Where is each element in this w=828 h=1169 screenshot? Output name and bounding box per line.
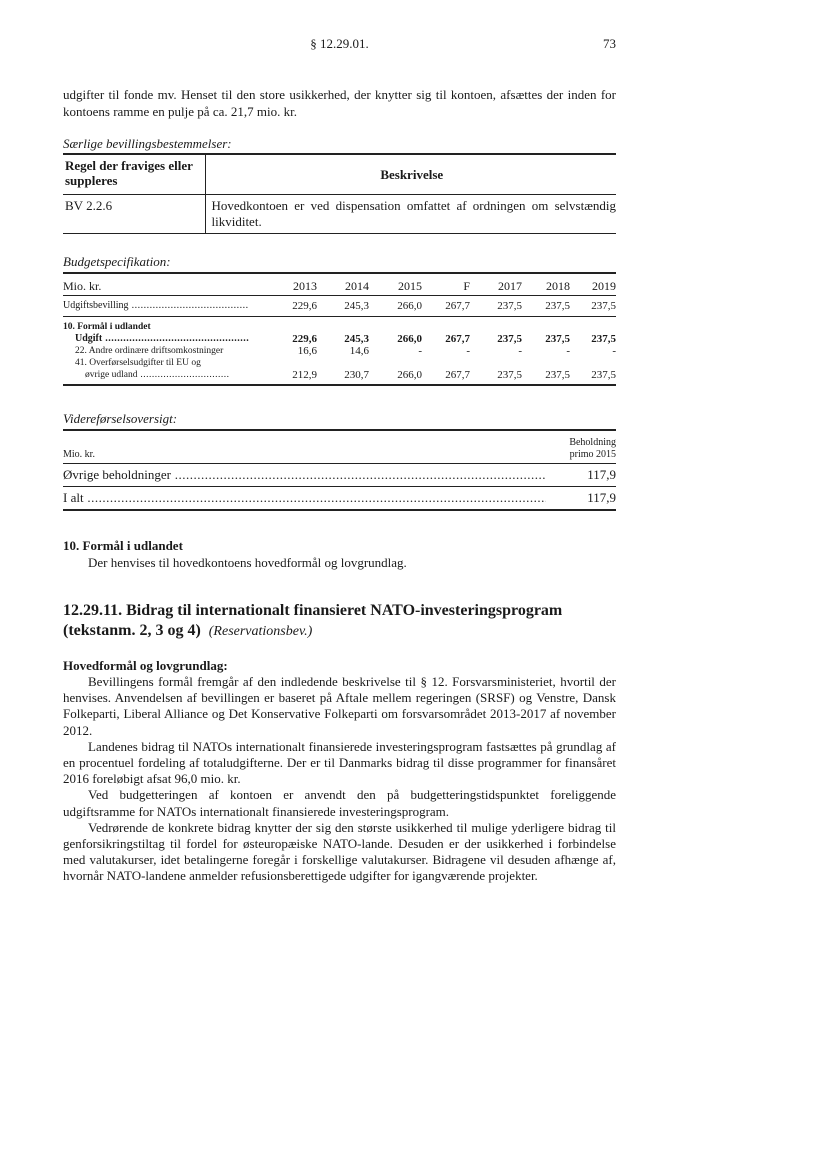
budget-section-title: 10. Formål i udlandet [63, 322, 151, 332]
main-section-heading: 12.29.11. Bidrag til internationalt finansieret NATO-investeringsprogram (tekstanm. 2, 3 og 4) (Reservationsbev.) [63, 602, 563, 639]
value-cell: 117,9 [546, 464, 616, 487]
row-label: I alt ..... [63, 487, 546, 511]
value-cell: - [566, 345, 570, 357]
value-cell: 237,5 [570, 369, 616, 385]
videreforsel-unit-label: Mio. kr. [63, 430, 546, 464]
table-row [63, 369, 616, 385]
bevillingsbestemmelser-label: Særlige bevillingsbestemmelser: [63, 136, 232, 151]
table-row [63, 296, 616, 317]
value-cell: 266,0 [397, 333, 422, 345]
year-header: 2014 [317, 273, 369, 296]
paragraph: Landenes bidrag til NATOs internationalt finansierede investeringsprogram fastsættes på grundlag af en procentuel fordeling af totaludgifterne. Der er til Danmarks bidrag til disse programmer for finansåret 2016 foreløbigt afsat 96,0 mio. kr. [63, 738, 616, 787]
row-label: 22. Andre ordinære driftsomkostninger [75, 346, 224, 356]
year-header: 2015 [369, 273, 422, 296]
row-label: Øvrige beholdninger ..... [63, 464, 546, 487]
budget-unit-label: Mio. kr. [63, 273, 266, 296]
paragraph: Bevillingens formål fremgår af den indledende beskrivelse til § 12. Forsvarsministeriet, hvortil der henvises. Anvendelsen af bevillingen er baseret på Aftale mellem regeringen (SRSF) og Venstre, Dansk Folkeparti, Liberal Alliance og Det Konservative Folkeparti om forsvarsområdet 2013-2017 af november 2012. [63, 674, 616, 738]
value-cell: 237,5 [470, 369, 522, 385]
budget-header-row [63, 273, 616, 296]
budget-table [63, 272, 616, 386]
table-row [63, 333, 616, 345]
bev-description-cell: Hovedkontoen er ved dispensation omfattet af ordningen om selvstændig likviditet. [205, 195, 616, 234]
value-cell: 14,6 [349, 345, 369, 357]
beholdning-header: Beholdning primo 2015 [546, 430, 616, 464]
year-header: F [422, 273, 470, 296]
value-cell: 237,5 [570, 296, 616, 317]
row-label: Udgift ................................................ [75, 333, 250, 344]
value-cell: 229,6 [292, 333, 317, 345]
value-cell: 267,7 [422, 369, 470, 385]
bev-col-rule-header: Regel der fraviges eller suppleres [63, 154, 205, 195]
value-cell: 237,5 [522, 369, 570, 385]
main-section-subtitle: (Reservationsbev.) [208, 624, 313, 639]
value-cell: 230,7 [317, 369, 369, 385]
table-row [63, 487, 616, 511]
bev-header-row [63, 154, 616, 195]
bev-col-description-header: Beskrivelse [205, 154, 616, 195]
bev-rule-cell: BV 2.2.6 [63, 195, 205, 234]
value-cell: 237,5 [545, 333, 570, 345]
table-row [63, 195, 616, 234]
value-cell: 245,3 [344, 333, 369, 345]
videreforsel-label: Videreførselsoversigt: [63, 411, 178, 426]
paragraph: Ved budgetteringen af kontoen er anvendt den på budgetteringstidspunktet foreliggende udgiftsramme for NATOs internationalt finansierede investeringsprogram. [63, 787, 616, 819]
table-row [63, 357, 616, 369]
table-row [63, 345, 616, 357]
hovedformaal-heading: Hovedformål og lovgrundlag: [63, 658, 228, 673]
value-cell: 267,7 [445, 333, 470, 345]
year-header: 2017 [470, 273, 522, 296]
value-cell: 16,6 [297, 345, 317, 357]
row-label: 41. Overførselsudgifter til EU og [75, 358, 201, 368]
videreforsel-table [63, 429, 616, 511]
row-label: Udgiftsbevilling ....................................... [63, 296, 266, 317]
value-cell: 117,9 [546, 487, 616, 511]
value-cell: 237,5 [470, 296, 522, 317]
value-cell: 212,9 [266, 369, 317, 385]
running-head-section: § 12.29.01. [310, 36, 369, 51]
value-cell: 266,0 [369, 296, 422, 317]
running-head [63, 36, 616, 56]
value-cell: - [418, 345, 422, 357]
intro-paragraph: udgifter til fonde mv. Henset til den store usikkerhed, der knytter sig til kontoen, afsættes der inden for kontoens ramme en pulje på ca. 21,7 mio. kr. [63, 87, 616, 119]
year-header: 2018 [522, 273, 570, 296]
table-row [63, 464, 616, 487]
table-row [63, 317, 616, 334]
value-cell: 245,3 [317, 296, 369, 317]
year-header: 2013 [266, 273, 317, 296]
section-10-heading: 10. Formål i udlandet [63, 538, 183, 553]
hovedformaal-body [63, 674, 616, 885]
section-10-text: Der henvises til hovedkontoens hovedformål og lovgrundlag. [88, 555, 407, 570]
value-cell: - [466, 345, 470, 357]
value-cell: 237,5 [522, 296, 570, 317]
value-cell: 237,5 [591, 333, 616, 345]
value-cell: 237,5 [497, 333, 522, 345]
value-cell: 267,7 [422, 296, 470, 317]
paragraph: Vedrørende de konkrete bidrag knytter der sig den største usikkerhed til mulige yderligere bidrag til genforsikringstiltag til fordel for østeuropæiske NATO-lande. Desuden er der usikkerhed i forbindelse med valutakurser, idet betalingerne foregår i forskellige valutakurser. Bidragene vil desuden afhænge af, hvornår NATO-landene anmelder refusionsberettigede udgifter for igangværende projekter. [63, 819, 616, 884]
value-cell: - [612, 345, 616, 357]
budget-label: Budgetspecifikation: [63, 254, 171, 269]
value-cell: - [518, 345, 522, 357]
row-label: øvrige udland ............................... [63, 369, 266, 385]
bevillingsbestemmelser-table [63, 153, 616, 234]
value-cell: 229,6 [266, 296, 317, 317]
page-number: 73 [603, 36, 616, 51]
value-cell: 266,0 [369, 369, 422, 385]
videreforsel-header-row [63, 430, 616, 464]
year-header: 2019 [570, 273, 616, 296]
